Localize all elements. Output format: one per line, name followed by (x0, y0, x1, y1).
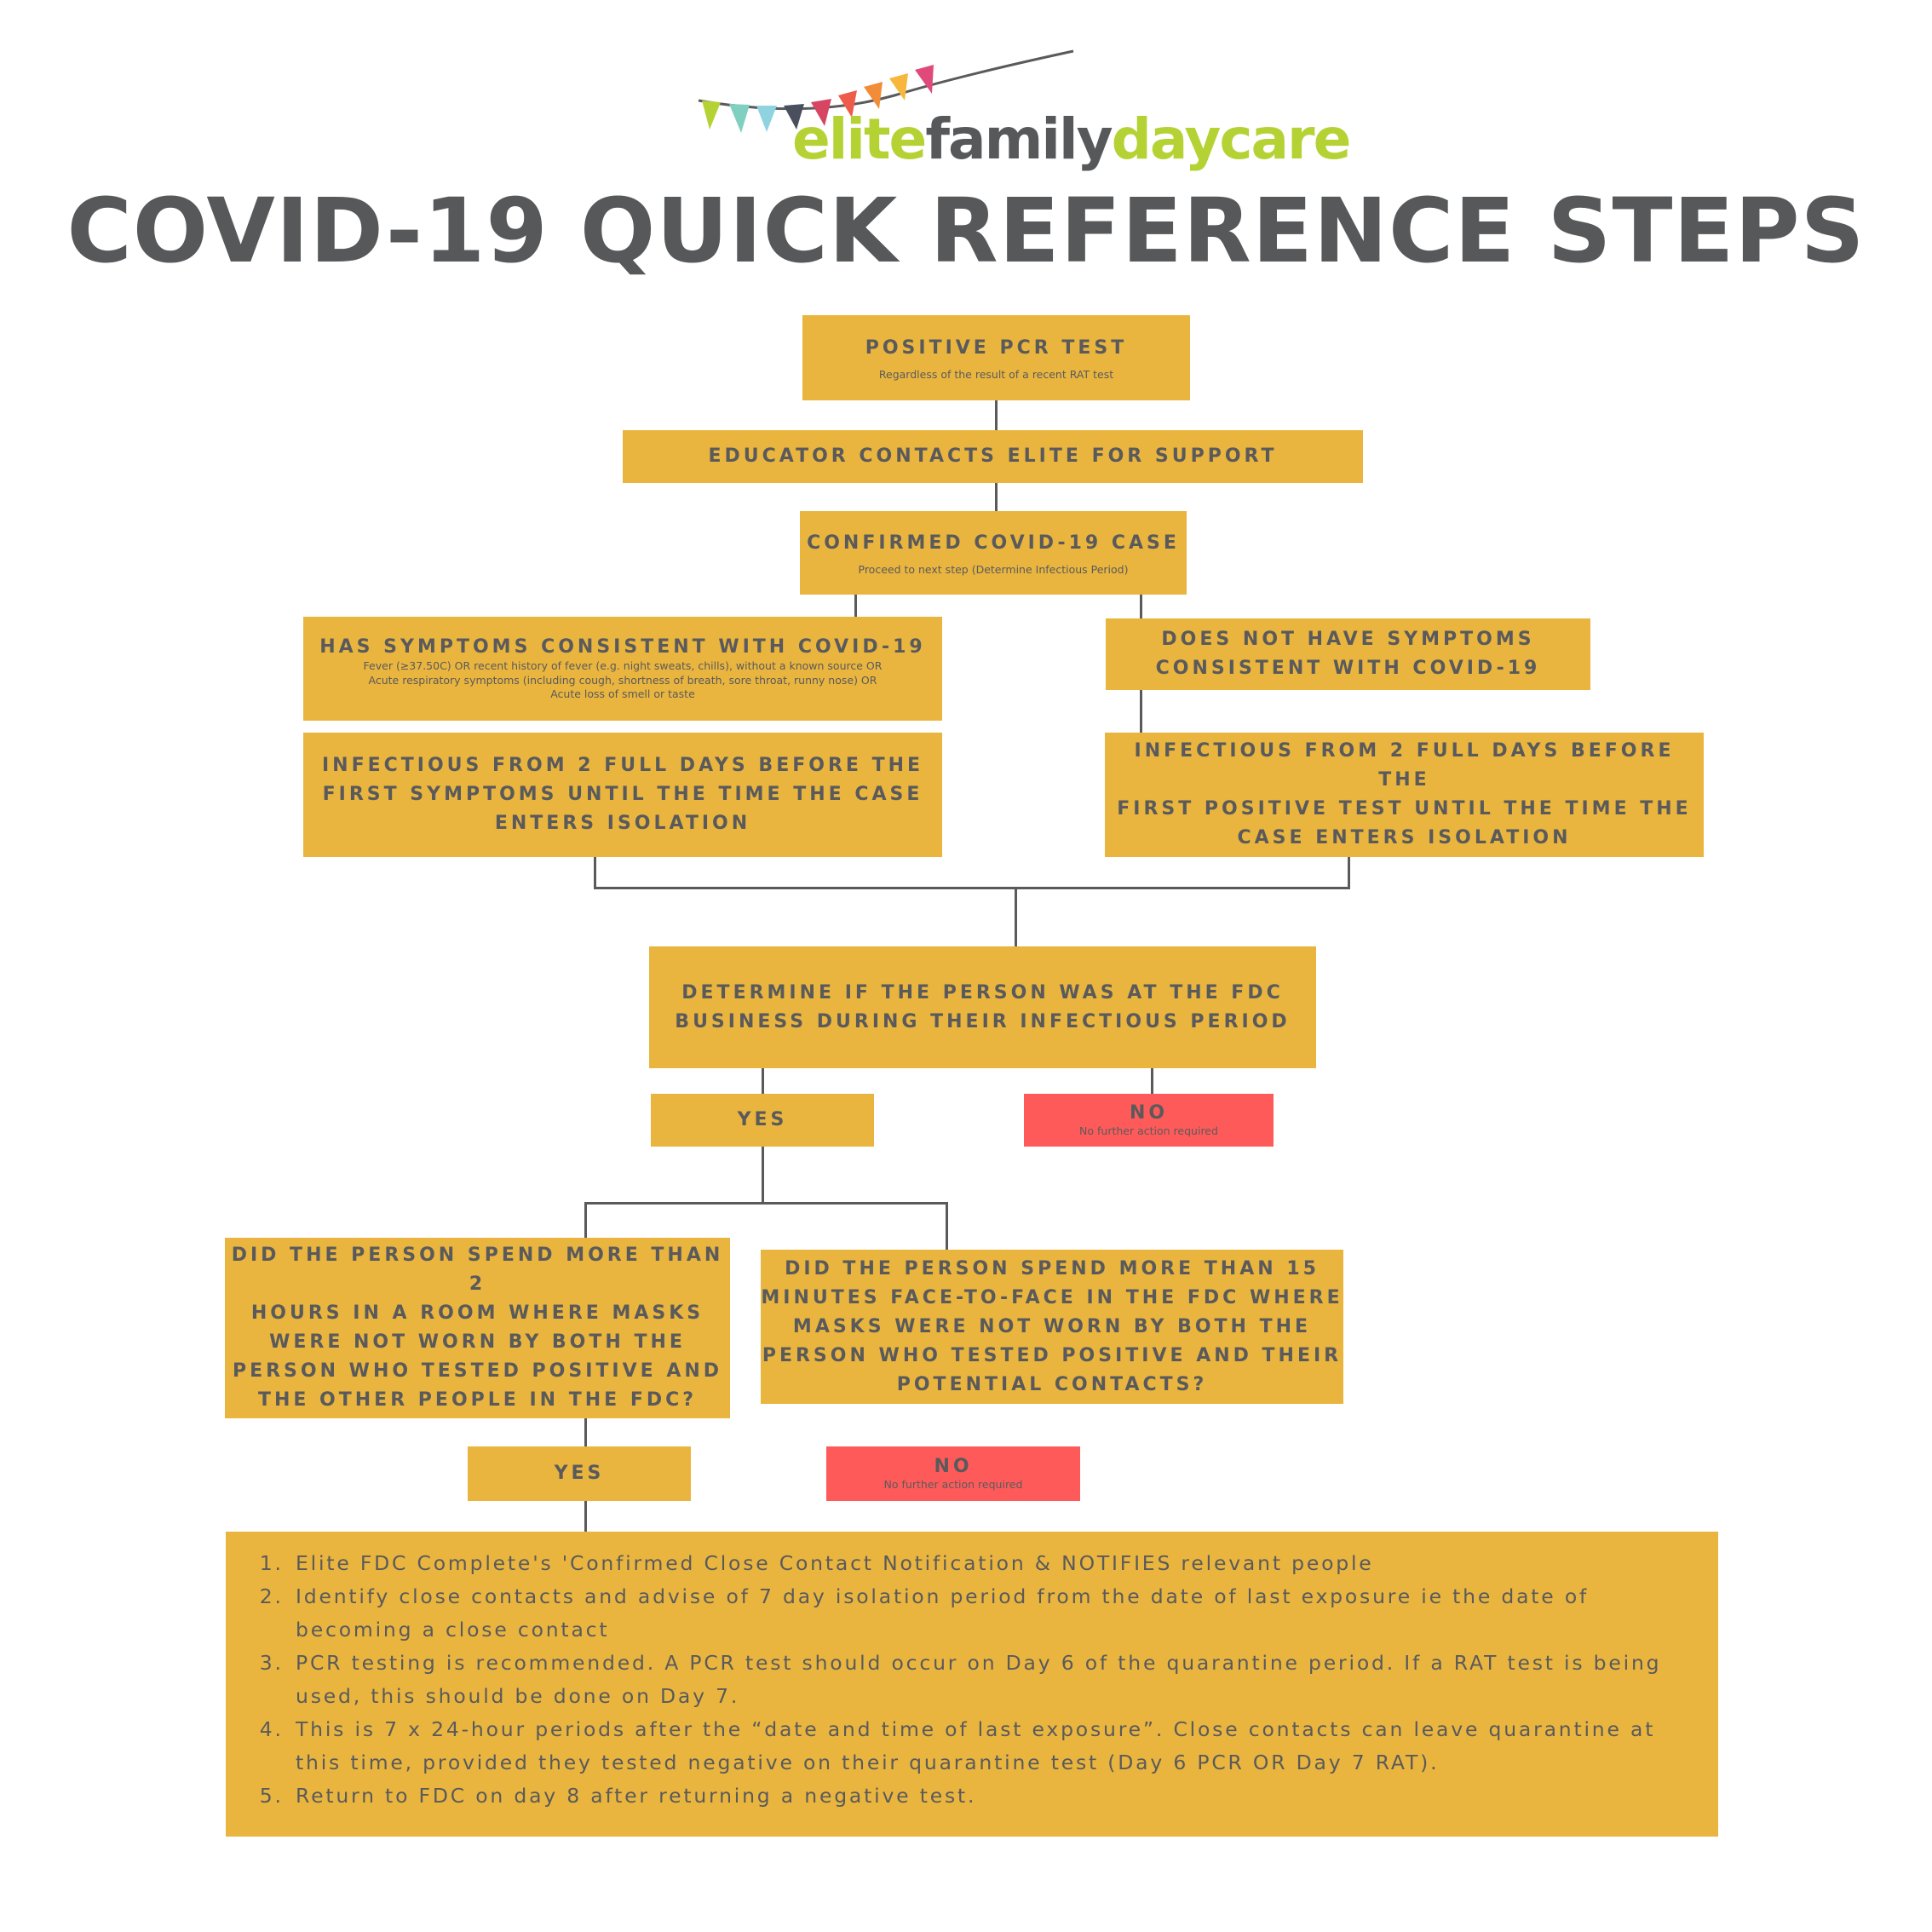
symptom-respiratory: Acute respiratory symptoms (including cough, shortness of breath, sore throat, runny nose) OR (368, 673, 877, 687)
box-title-line-4: PERSON WHO TESTED POSITIVE AND (232, 1360, 723, 1382)
connector (995, 483, 998, 511)
box-title: HAS SYMPTOMS CONSISTENT WITH COVID-19 (319, 635, 926, 658)
two-hours-question-box (225, 1238, 730, 1418)
box-title-line-2: BUSINESS DURING THEIR INFECTIOUS PERIOD (675, 1010, 1291, 1032)
fifteen-minutes-question-box (761, 1250, 1343, 1404)
box-title-line-3: ENTERS ISOLATION (494, 813, 751, 834)
connector (762, 1147, 764, 1204)
box-title-line-5: POTENTIAL CONTACTS? (896, 1373, 1208, 1395)
brand-part-daycare: daycare (1111, 106, 1350, 172)
box-title-line-1: DOES NOT HAVE SYMPTOMS (1161, 629, 1535, 650)
educator-contacts-box (623, 430, 1363, 483)
page-title: COVID-19 QUICK REFERENCE STEPS (66, 179, 1866, 283)
box-title-line-1: DETERMINE IF THE PERSON WAS AT THE FDC (681, 981, 1284, 1003)
box-title: POSITIVE PCR TEST (865, 336, 1128, 359)
box-title-line-1: DID THE PERSON SPEND MORE THAN 15 (785, 1257, 1320, 1279)
determine-infectious-period-box (649, 946, 1316, 1068)
connector (594, 887, 1350, 889)
yes-box-2 (468, 1446, 691, 1501)
connector (584, 1202, 947, 1205)
has-symptoms-box (303, 617, 942, 721)
connector (584, 1202, 587, 1238)
box-title-line-2: FIRST SYMPTOMS UNTIL THE TIME THE CASE (322, 784, 923, 805)
box-title-line-1: INFECTIOUS FROM 2 FULL DAYS BEFORE THE (321, 755, 924, 776)
infectious-from-test-box (1105, 733, 1704, 857)
box-title: YES (554, 1463, 605, 1484)
box-title-line-2: FIRST POSITIVE TEST UNTIL THE TIME THE (1117, 798, 1692, 819)
list-item: 1. Elite FDC Complete's 'Confirmed Close Contact Notification & NOTIFIES relevant people (292, 1547, 1693, 1580)
connector (995, 400, 998, 430)
box-title-line-4: PERSON WHO TESTED POSITIVE AND THEIR (762, 1344, 1343, 1366)
box-title-line-1: DID THE PERSON SPEND MORE THAN 2 (231, 1245, 724, 1295)
symptom-fever: Fever (≥37.50C) OR recent history of fever (e.g. night sweats, chills), without a known source OR (363, 658, 883, 672)
connector (1151, 1068, 1153, 1094)
box-title: NO (1129, 1101, 1169, 1124)
box-subtitle: Regardless of the result of a recent RAT test (878, 367, 1114, 381)
no-symptoms-box (1106, 618, 1590, 690)
connector (1348, 857, 1350, 889)
box-title: NO (934, 1455, 973, 1477)
steps-list (251, 1547, 1693, 1813)
box-title: YES (737, 1109, 788, 1130)
box-title-line-2: HOURS IN A ROOM WHERE MASKS (250, 1302, 704, 1324)
close-contact-steps-panel (226, 1532, 1718, 1837)
box-title: CONFIRMED COVID-19 CASE (807, 532, 1180, 554)
brand-part-elite: elite (792, 106, 926, 172)
box-title-line-5: THE OTHER PEOPLE IN THE FDC? (257, 1389, 698, 1411)
box-subtitle: No further action required (1079, 1124, 1218, 1137)
infectious-from-symptoms-box (303, 733, 942, 857)
connector (1140, 690, 1142, 733)
connector (1140, 595, 1142, 618)
list-item: 5. Return to FDC on day 8 after returning a negative test. (292, 1780, 1693, 1813)
positive-pcr-test-box (802, 315, 1190, 400)
brand-part-family: family (925, 106, 1112, 172)
connector (594, 857, 596, 889)
connector (1015, 887, 1017, 946)
connector (854, 595, 857, 617)
list-item: 2. Identify close contacts and advise of 7 day isolation period from the date of last exposure ie the date of becoming a close contact (292, 1580, 1693, 1647)
box-subtitle: No further action required (883, 1477, 1023, 1491)
box-title-line-3: CASE ENTERS ISOLATION (1237, 827, 1572, 848)
box-title-line-2: CONSISTENT WITH COVID-19 (1155, 658, 1541, 679)
box-subtitle: Proceed to next step (Determine Infectious Period) (858, 562, 1129, 576)
box-title-line-3: MASKS WERE NOT WORN BY BOTH THE (792, 1315, 1312, 1337)
box-title: EDUCATOR CONTACTS ELITE FOR SUPPORT (708, 446, 1278, 467)
connector (584, 1418, 587, 1446)
list-item: 3. PCR testing is recommended. A PCR test should occur on Day 6 of the quarantine period. If a RAT test is being used, this should be done on Day 7. (292, 1647, 1693, 1713)
connector (762, 1068, 764, 1094)
box-title-line-2: MINUTES FACE-TO-FACE IN THE FDC WHERE (761, 1286, 1343, 1308)
yes-box-1 (651, 1094, 874, 1147)
confirmed-case-box (800, 511, 1187, 595)
symptom-smell-taste: Acute loss of smell or taste (550, 687, 695, 701)
box-title-line-1: INFECTIOUS FROM 2 FULL DAYS BEFORE THE (1134, 740, 1675, 791)
connector (946, 1202, 948, 1250)
box-title-line-3: WERE NOT WORN BY BOTH THE (269, 1331, 686, 1353)
no-box-2 (826, 1446, 1080, 1501)
no-box-1 (1024, 1094, 1274, 1147)
list-item: 4. This is 7 x 24-hour periods after the “date and time of last exposure”. Close contacts can leave quarantine at this time, provided they tested negative on their quarantine test (Day 6 PCR OR Day 7 RAT). (292, 1713, 1693, 1780)
brand-wordmark (792, 106, 1349, 172)
connector (584, 1501, 587, 1532)
